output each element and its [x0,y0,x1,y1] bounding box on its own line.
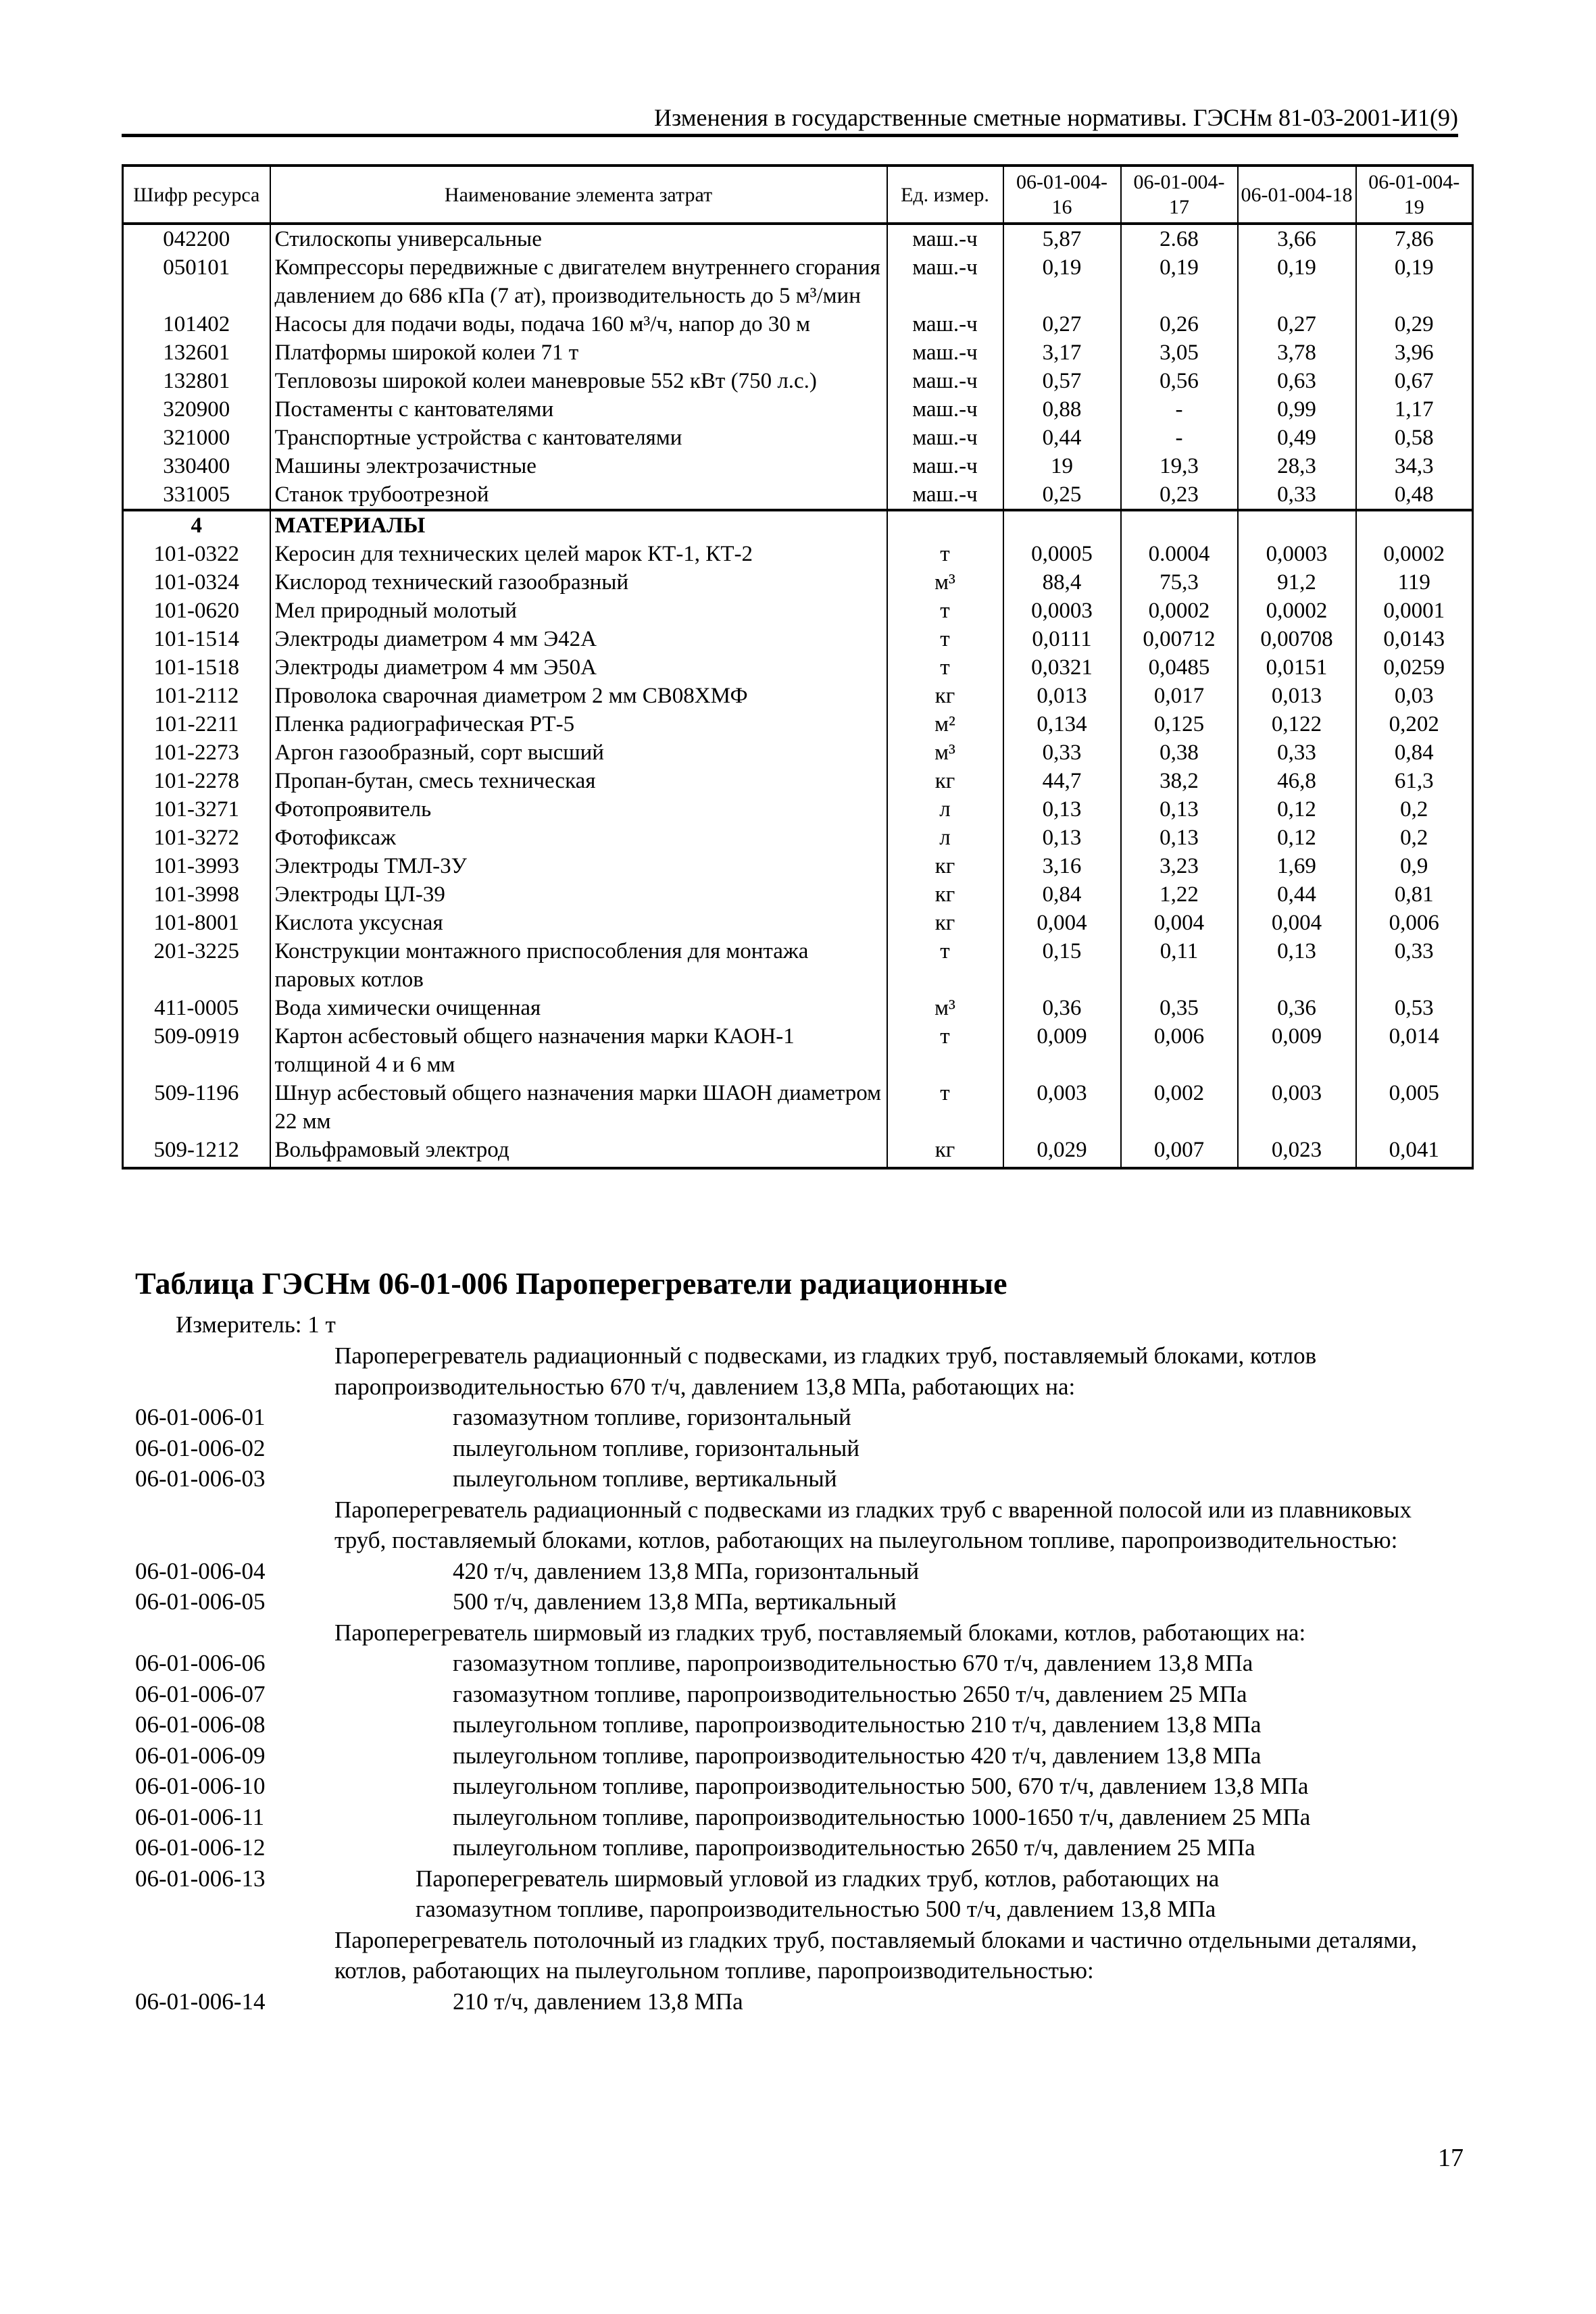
value-004-17: 0,13 [1121,824,1238,852]
resource-code: 101-3271 [123,795,270,824]
table-row [123,1079,1473,1136]
resource-code: 201-3225 [123,937,270,994]
resource-name: Конструкции монтажного приспособления для монтажа паровых котлов [270,937,887,994]
norm-code: 06-01-006-12 [135,1834,266,1861]
table-row [123,852,1473,880]
resource-code: 101-1518 [123,653,270,682]
value-004-19: 0,53 [1356,994,1473,1022]
page-number: 17 [1438,2144,1464,2172]
value-004-16: 0,0111 [1003,625,1121,653]
norm-code: 06-01-006-02 [135,1434,266,1461]
unit: т [887,653,1003,682]
table-row [123,253,1473,310]
unit: кг [887,767,1003,795]
norm-description: пылеугольном топливе, вертикальный [453,1465,837,1492]
unit: маш.-ч [887,367,1003,395]
value-004-17: 0.0004 [1121,540,1238,568]
value-004-19: 0,84 [1356,738,1473,767]
value-004-16: 0,0321 [1003,653,1121,682]
norm-item [122,1740,1473,1771]
value-004-19: 0,0259 [1356,653,1473,682]
table-row [123,909,1473,937]
norm-code: 06-01-006-07 [135,1680,266,1707]
unit: т [887,1079,1003,1136]
table-row [123,937,1473,994]
value-004-17: 1,22 [1121,880,1238,909]
header-unit: Ед. измер. [887,166,1003,224]
value-004-19: 0,29 [1356,310,1473,338]
value-004-19: 61,3 [1356,767,1473,795]
resource-code: 101-2273 [123,738,270,767]
value-004-17: 0,23 [1121,480,1238,510]
resource-code: 331005 [123,480,270,510]
unit: маш.-ч [887,253,1003,310]
resource-code: 330400 [123,452,270,480]
value-004-18: 0,27 [1238,310,1356,338]
value-004-16: 0,25 [1003,480,1121,510]
norm-code: 06-01-006-14 [135,1988,266,2015]
value-004-16: 0,27 [1003,310,1121,338]
value-004-16: 3,16 [1003,852,1121,880]
resource-name: Кислота уксусная [270,909,887,937]
norm-code: 06-01-006-11 [135,1803,265,1830]
value-004-19: 0,005 [1356,1079,1473,1136]
value-004-17: 0,38 [1121,738,1238,767]
unit: м³ [887,568,1003,597]
value-004-18: 0,013 [1238,682,1356,710]
value-004-16: 44,7 [1003,767,1121,795]
table-row [123,653,1473,682]
resource-name: Тепловозы широкой колеи маневровые 552 кВт (750 л.с.) [270,367,887,395]
table-row [123,540,1473,568]
table-row [123,568,1473,597]
unit: кг [887,682,1003,710]
section-title: МАТЕРИАЛЫ [270,510,887,540]
value-004-19: 0,58 [1356,424,1473,452]
norm-code: 06-01-006-08 [135,1711,266,1738]
resource-name: Машины электрозачистные [270,452,887,480]
resource-code: 101-8001 [123,909,270,937]
resource-name: Платформы широкой колеи 71 т [270,338,887,367]
table-row [123,452,1473,480]
value-004-17: 0,004 [1121,909,1238,937]
table-row [123,310,1473,338]
value-004-16: 88,4 [1003,568,1121,597]
unit: маш.-ч [887,452,1003,480]
header-code: Шифр ресурса [123,166,270,224]
value-004-17: 0,26 [1121,310,1238,338]
resource-name: Шнур асбестовый общего назначения марки ШАОН диаметром 22 мм [270,1079,887,1136]
unit: маш.-ч [887,338,1003,367]
norm-description: Пароперегреватель ширмовый угловой из гладких труб, котлов, работающих на [416,1865,1220,1892]
norm-item [122,1679,1473,1710]
machines-section [123,224,1473,510]
resource-name: Вода химически очищенная [270,994,887,1022]
value-004-17: 38,2 [1121,767,1238,795]
unit: маш.-ч [887,395,1003,424]
table-row [123,1136,1473,1168]
resource-code: 101-3998 [123,880,270,909]
resource-code: 509-0919 [123,1022,270,1079]
value-004-17: 0,11 [1121,937,1238,994]
norm-description: пылеугольном топливе, паропроизводительностью 420 т/ч, давлением 13,8 МПа [453,1742,1262,1769]
resource-code: 101-2112 [123,682,270,710]
norm-description: пылеугольном топливе, паропроизводительностью 1000-1650 т/ч, давлением 25 МПа [453,1803,1311,1830]
resource-code: 101-0324 [123,568,270,597]
value-004-17: 0,007 [1121,1136,1238,1168]
norm-item [122,1771,1473,1802]
value-004-19: 0,041 [1356,1136,1473,1168]
unit: кг [887,852,1003,880]
group-description: Пароперегреватель ширмовый из гладких труб, поставляемый блоками, котлов, работающих на: [334,1619,1306,1646]
resource-code: 101-2278 [123,767,270,795]
resource-name: Станок трубоотрезной [270,480,887,510]
norm-code: 06-01-006-04 [135,1557,266,1584]
value-004-18: 1,69 [1238,852,1356,880]
section-title: Таблица ГЭСНм 06-01-006 Пароперегреватели радиационные [135,1266,1007,1301]
unit: кг [887,909,1003,937]
value-004-18: 0,12 [1238,795,1356,824]
value-004-16: 0,33 [1003,738,1121,767]
running-header: Изменения в государственные сметные нормативы. ГЭСНм 81-03-2001-И1(9) [122,103,1458,137]
value-004-16: 19 [1003,452,1121,480]
value-004-17: 0,00712 [1121,625,1238,653]
norm-code: 06-01-006-09 [135,1742,266,1769]
table-row [123,424,1473,452]
value-004-18: 0,0151 [1238,653,1356,682]
value-004-18: 0,49 [1238,424,1356,452]
value-004-19: 0,81 [1356,880,1473,909]
value-004-18: 0,004 [1238,909,1356,937]
resource-name: Стилоскопы универсальные [270,224,887,253]
value-004-17: 0,017 [1121,682,1238,710]
norm-item [122,1586,1473,1617]
table-row [123,710,1473,738]
unit: м² [887,710,1003,738]
unit: м³ [887,994,1003,1022]
value-004-19: 119 [1356,568,1473,597]
value-004-16: 0,029 [1003,1136,1121,1168]
norm-code: 06-01-006-03 [135,1465,266,1492]
norm-description: пылеугольном топливе, паропроизводительностью 500, 670 т/ч, давлением 13,8 МПа [453,1773,1309,1799]
value-004-19: 0,9 [1356,852,1473,880]
value-004-18: 0,33 [1238,480,1356,510]
value-004-18: 0,99 [1238,395,1356,424]
value-004-17: 3,23 [1121,852,1238,880]
norm-item [122,1863,1473,1894]
value-004-19: 0,67 [1356,367,1473,395]
resource-code: 050101 [123,253,270,310]
group-description: Пароперегреватель радиационный с подвесками, из гладких труб, поставляемый блоками, котлов паропроизводительностью 670 т/ч, давлением 13,8 МПа, работающих на: [334,1342,1317,1400]
value-004-17: 2.68 [1121,224,1238,253]
value-004-17: 0,19 [1121,253,1238,310]
norm-description: пылеугольном топливе, паропроизводительностью 210 т/ч, давлением 13,8 МПа [453,1711,1262,1738]
table-row [123,824,1473,852]
norm-description: газомазутном топливе, паропроизводительностью 670 т/ч, давлением 13,8 МПа [453,1650,1253,1676]
value-004-18: 91,2 [1238,568,1356,597]
resource-name: Аргон газообразный, сорт высший [270,738,887,767]
resource-name: Транспортные устройства с кантователями [270,424,887,452]
resource-code: 132601 [123,338,270,367]
table-row [123,367,1473,395]
value-004-16: 0,88 [1003,395,1121,424]
value-004-18: 3,78 [1238,338,1356,367]
table-header-row [123,166,1473,224]
header-col-19: 06-01-004-19 [1356,166,1473,224]
value-004-19: 0,006 [1356,909,1473,937]
value-004-19: 0,2 [1356,824,1473,852]
value-004-19: 0,2 [1356,795,1473,824]
value-004-16: 0,004 [1003,909,1121,937]
norm-item [122,1802,1473,1833]
unit: маш.-ч [887,424,1003,452]
value-004-18: 28,3 [1238,452,1356,480]
value-004-16: 0,15 [1003,937,1121,994]
unit: кг [887,880,1003,909]
norm-description: пылеугольном топливе, паропроизводительностью 2650 т/ч, давлением 25 МПа [453,1834,1255,1861]
value-004-18: 0,19 [1238,253,1356,310]
resource-code: 321000 [123,424,270,452]
resource-norms-table [122,164,1474,1169]
resource-code: 101-0322 [123,540,270,568]
table-row [123,597,1473,625]
resource-code: 509-1196 [123,1079,270,1136]
value-004-16: 0,84 [1003,880,1121,909]
resource-name: Пленка радиографическая РТ-5 [270,710,887,738]
resource-code: 101-3993 [123,852,270,880]
value-004-19: 0,33 [1356,937,1473,994]
resource-code: 101-3272 [123,824,270,852]
unit: т [887,540,1003,568]
value-004-18: 3,66 [1238,224,1356,253]
materials-section [123,510,1473,1168]
resource-code: 101-2211 [123,710,270,738]
table-row [123,738,1473,767]
value-004-17: 0,35 [1121,994,1238,1022]
unit: л [887,795,1003,824]
table-row [123,395,1473,424]
value-004-16: 5,87 [1003,224,1121,253]
value-004-19: 0,0002 [1356,540,1473,568]
value-004-19: 3,96 [1356,338,1473,367]
value-004-16: 0,013 [1003,682,1121,710]
value-004-19: 0,014 [1356,1022,1473,1079]
table-row [123,682,1473,710]
norm-code: 06-01-006-01 [135,1404,266,1430]
resource-code: 320900 [123,395,270,424]
value-004-18: 0,44 [1238,880,1356,909]
norm-item [122,1986,1473,2017]
norm-item [122,1709,1473,1740]
norm-description: газомазутном топливе, горизонтальный [453,1404,851,1430]
materials-section-header [123,510,1473,540]
value-004-17: 0,125 [1121,710,1238,738]
value-004-18: 0,13 [1238,937,1356,994]
norm-code: 06-01-006-10 [135,1773,266,1799]
value-004-18: 0,0002 [1238,597,1356,625]
value-004-19: 0,0001 [1356,597,1473,625]
resource-name: Мел природный молотый [270,597,887,625]
norm-item [122,1463,1473,1494]
value-004-17: 3,05 [1121,338,1238,367]
value-004-19: 0,202 [1356,710,1473,738]
value-004-16: 0,19 [1003,253,1121,310]
value-004-16: 0,13 [1003,824,1121,852]
value-004-18: 0,003 [1238,1079,1356,1136]
resource-name: Вольфрамовый электрод [270,1136,887,1168]
resource-code: 509-1212 [123,1136,270,1168]
resource-name: Электроды ТМЛ-3У [270,852,887,880]
value-004-17: 0,002 [1121,1079,1238,1136]
table-row [123,767,1473,795]
table-row [123,1022,1473,1079]
resource-name: Электроды диаметром 4 мм Э50А [270,653,887,682]
value-004-16: 3,17 [1003,338,1121,367]
value-004-17: 0,56 [1121,367,1238,395]
value-004-18: 46,8 [1238,767,1356,795]
resource-name: Фотопроявитель [270,795,887,824]
value-004-17: 0,006 [1121,1022,1238,1079]
value-004-17: 0,0485 [1121,653,1238,682]
value-004-18: 0,122 [1238,710,1356,738]
table-row [123,625,1473,653]
norm-item [122,1832,1473,1863]
unit: л [887,824,1003,852]
group-description: Пароперегреватель потолочный из гладких труб, поставляемый блоками и частично отдельными деталями, котлов, работающих на пылеугольном топливе, паропроизводительностью: [334,1926,1418,1984]
unit: т [887,1022,1003,1079]
value-004-17: 0,0002 [1121,597,1238,625]
norm-item [122,1648,1473,1679]
norm-code: 06-01-006-05 [135,1588,266,1615]
resource-code: 411-0005 [123,994,270,1022]
unit: т [887,625,1003,653]
resource-name: Картон асбестовый общего назначения марки КАОН-1 толщиной 4 и 6 мм [270,1022,887,1079]
value-004-19: 0,03 [1356,682,1473,710]
norm-description: газомазутном топливе, паропроизводительностью 2650 т/ч, давлением 25 МПа [453,1680,1247,1707]
value-004-18: 0,12 [1238,824,1356,852]
resource-name: Кислород технический газообразный [270,568,887,597]
value-004-18: 0,63 [1238,367,1356,395]
unit: маш.-ч [887,480,1003,510]
unit: м³ [887,738,1003,767]
value-004-19: 0,19 [1356,253,1473,310]
table-row [123,338,1473,367]
value-004-18: 0,36 [1238,994,1356,1022]
resource-name: Пропан-бутан, смесь техническая [270,767,887,795]
value-004-16: 0,134 [1003,710,1121,738]
header-col-16: 06-01-004-16 [1003,166,1121,224]
header-col-18: 06-01-004-18 [1238,166,1356,224]
norm-item [122,1433,1473,1464]
value-004-19: 34,3 [1356,452,1473,480]
table-row [123,795,1473,824]
resource-code: 101402 [123,310,270,338]
value-004-19: 0,0143 [1356,625,1473,653]
meter-label: Измеритель: 1 т [176,1311,336,1338]
norm-item [122,1556,1473,1587]
header-name: Наименование элемента затрат [270,166,887,224]
table-row [123,224,1473,253]
unit: т [887,597,1003,625]
table-row [123,880,1473,909]
group-description: Пароперегреватель радиационный с подвесками из гладких труб с вваренной полосой или из плавниковых труб, поставляемый блоками, котлов, работающих на пылеугольном топливе, паропроизводительностью: [334,1496,1412,1553]
norm-description-continuation: газомазутном топливе, паропроизводительностью 500 т/ч, давлением 13,8 МПа [416,1896,1216,1922]
value-004-19: 0,48 [1356,480,1473,510]
norm-code: 06-01-006-06 [135,1650,266,1676]
value-004-17: 75,3 [1121,568,1238,597]
value-004-18: 0,00708 [1238,625,1356,653]
resource-name: Проволока сварочная диаметром 2 мм СВ08ХМФ [270,682,887,710]
resource-name: Постаменты с кантователями [270,395,887,424]
value-004-16: 0,36 [1003,994,1121,1022]
value-004-16: 0,57 [1003,367,1121,395]
value-004-19: 1,17 [1356,395,1473,424]
norm-code: 06-01-006-13 [135,1865,266,1892]
resource-code: 042200 [123,224,270,253]
resource-code: 101-0620 [123,597,270,625]
unit: кг [887,1136,1003,1168]
value-004-16: 0,0005 [1003,540,1121,568]
value-004-18: 0,33 [1238,738,1356,767]
resource-name: Электроды ЦЛ-39 [270,880,887,909]
header-col-17: 06-01-004-17 [1121,166,1238,224]
table-row [123,480,1473,510]
value-004-17: - [1121,395,1238,424]
value-004-18: 0,0003 [1238,540,1356,568]
table-row [123,994,1473,1022]
norm-description: 210 т/ч, давлением 13,8 МПа [453,1988,743,2015]
unit: маш.-ч [887,224,1003,253]
resource-name: Электроды диаметром 4 мм Э42А [270,625,887,653]
value-004-16: 0,003 [1003,1079,1121,1136]
unit: маш.-ч [887,310,1003,338]
resource-name: Насосы для подачи воды, подача 160 м³/ч, напор до 30 м [270,310,887,338]
unit: т [887,937,1003,994]
value-004-16: 0,13 [1003,795,1121,824]
value-004-16: 0,44 [1003,424,1121,452]
norm-table-06-01-006 [122,1263,1473,2017]
resource-code: 132801 [123,367,270,395]
value-004-16: 0,009 [1003,1022,1121,1079]
norm-description: пылеугольном топливе, горизонтальный [453,1434,859,1461]
resource-name: Керосин для технических целей марок КТ-1, КТ-2 [270,540,887,568]
value-004-17: - [1121,424,1238,452]
resource-name: Фотофиксаж [270,824,887,852]
value-004-18: 0,023 [1238,1136,1356,1168]
norm-item [122,1402,1473,1433]
norm-description: 420 т/ч, давлением 13,8 МПа, горизонтальный [453,1557,920,1584]
value-004-17: 19,3 [1121,452,1238,480]
resource-code: 101-1514 [123,625,270,653]
value-004-16: 0,0003 [1003,597,1121,625]
value-004-19: 7,86 [1356,224,1473,253]
value-004-18: 0,009 [1238,1022,1356,1079]
section-code: 4 [123,510,270,540]
norm-description: 500 т/ч, давлением 13,8 МПа, вертикальный [453,1588,897,1615]
value-004-17: 0,13 [1121,795,1238,824]
resource-name: Компрессоры передвижные с двигателем внутреннего сгорания давлением до 686 кПа (7 ат), производительность до 5 м³/мин [270,253,887,310]
